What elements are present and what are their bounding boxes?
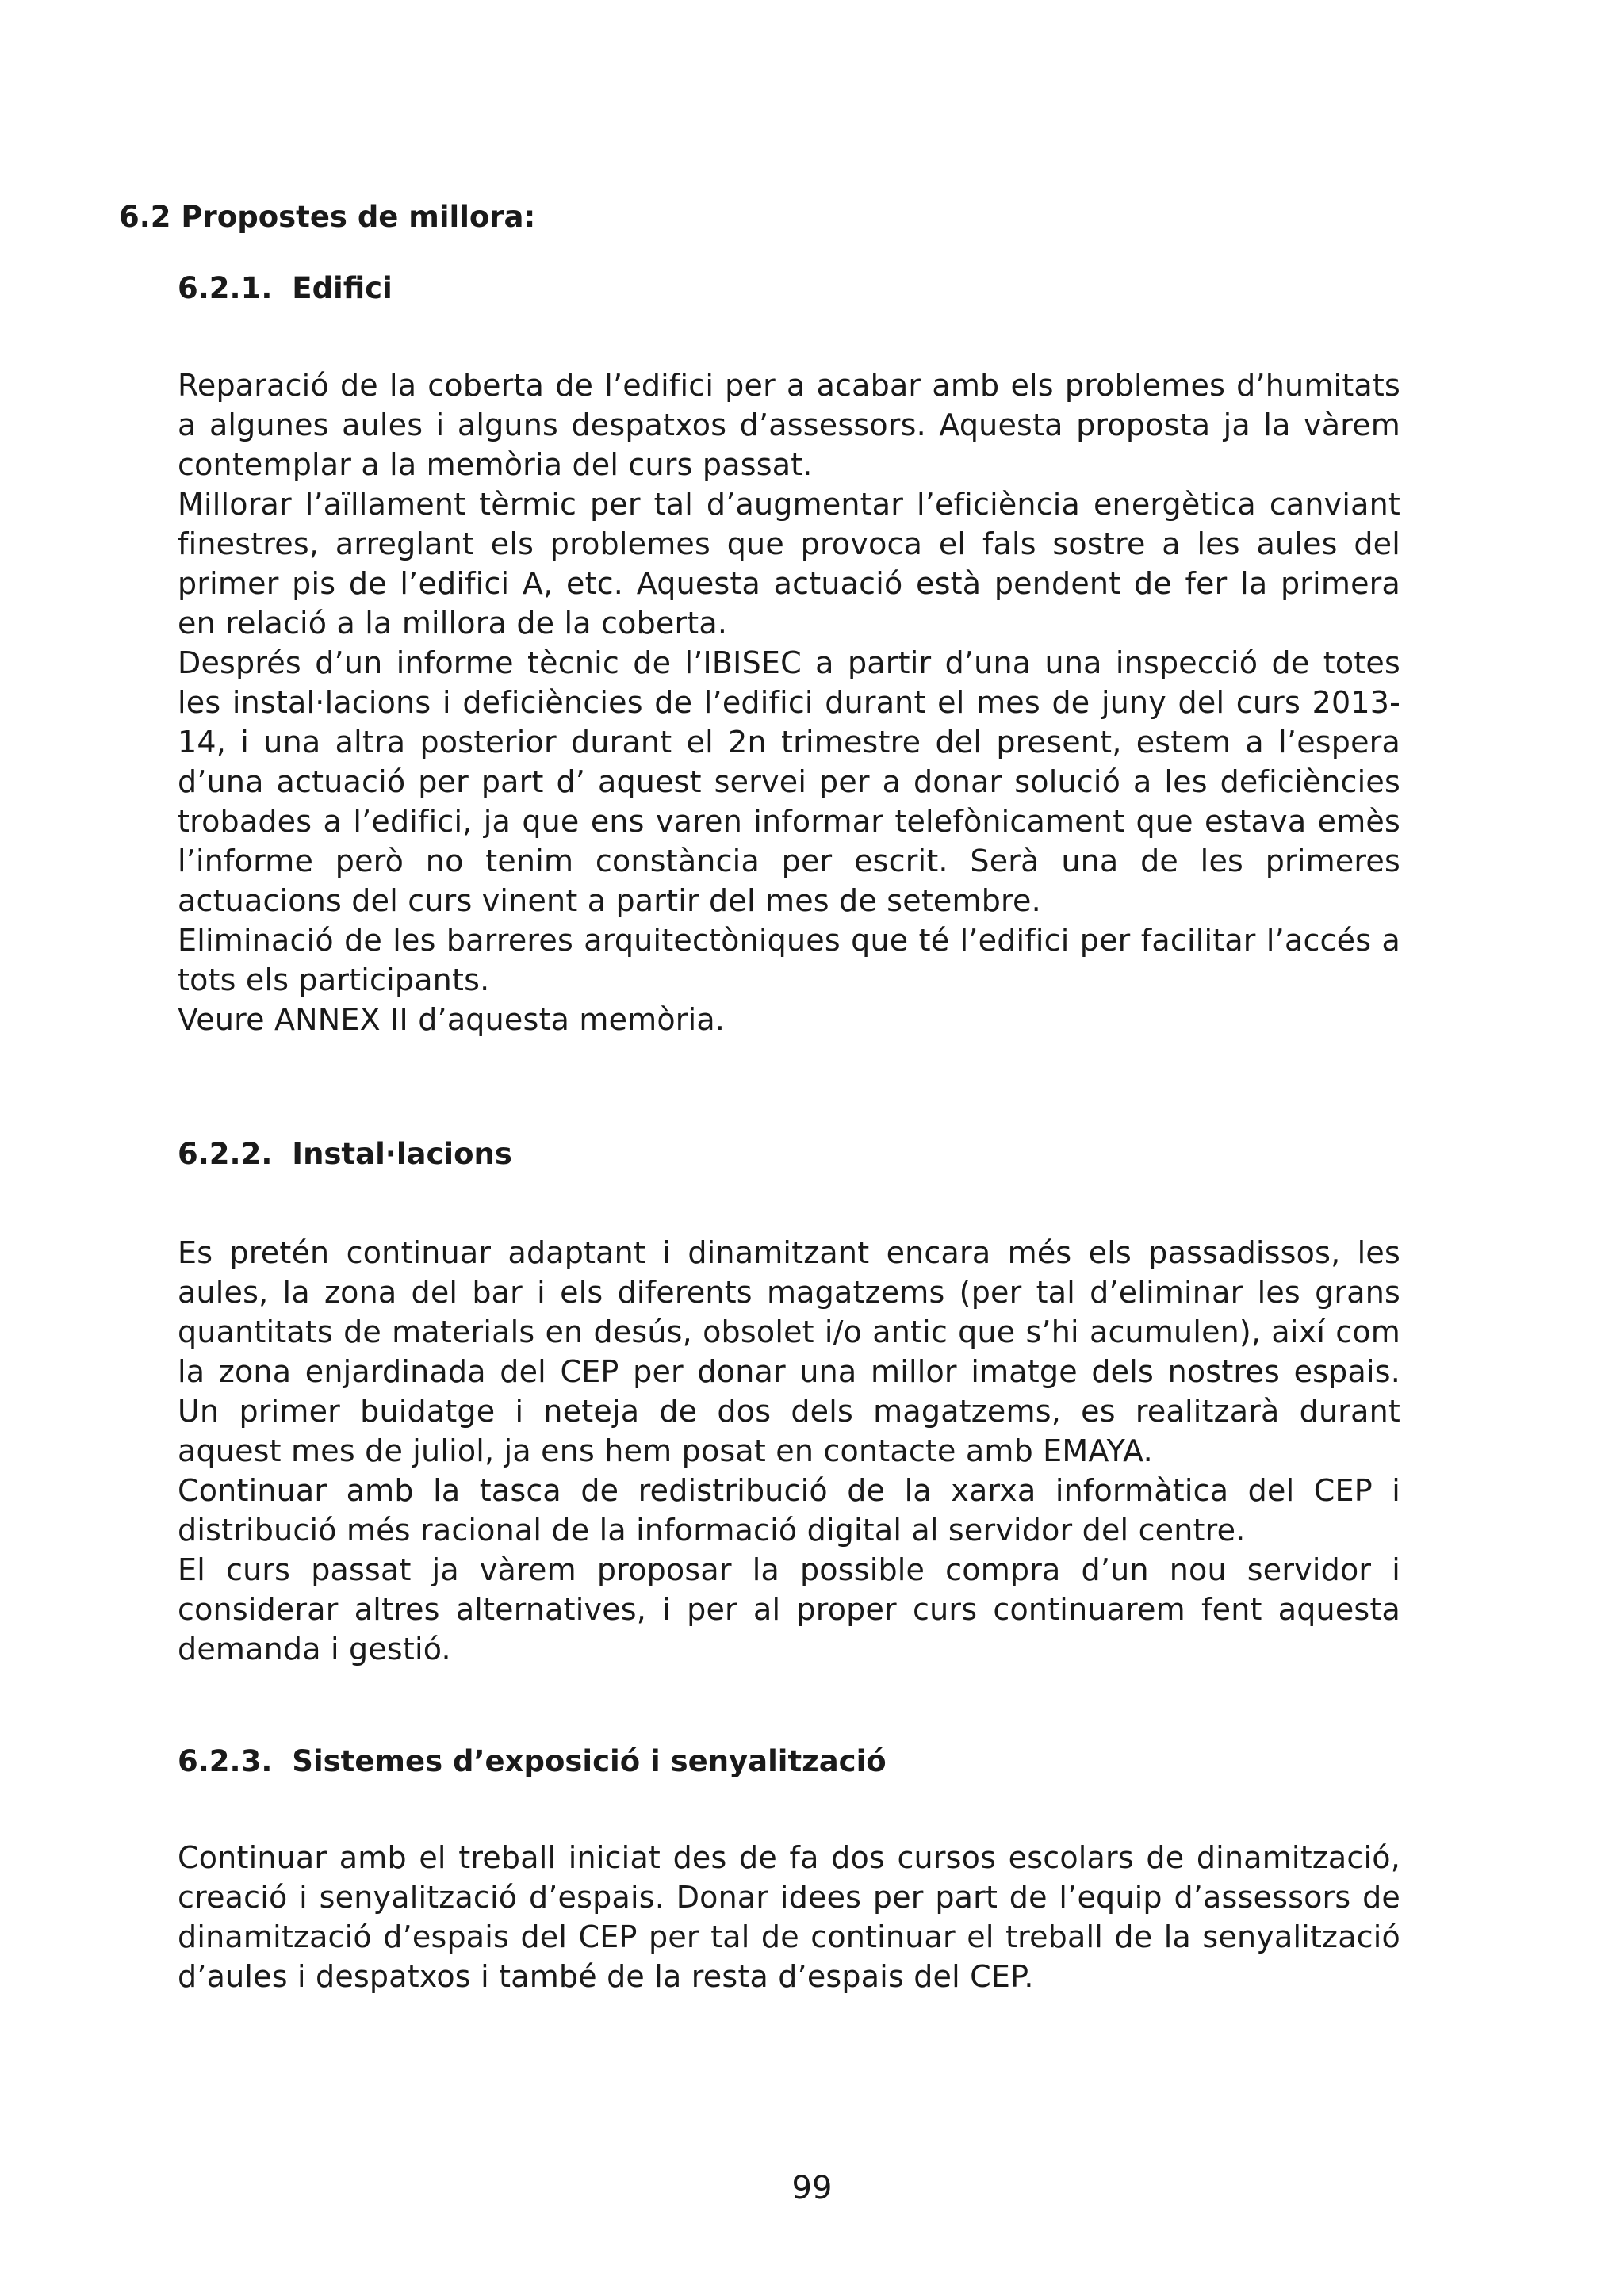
subsection-number: 6.2.1. (178, 271, 273, 305)
paragraph: Eliminació de les barreres arquitectòniques que té l’edifici per facilitar l’accés a tots els participants. (178, 923, 1400, 997)
subsection-title: Edifici (292, 271, 393, 305)
subsection-number: 6.2.2. (178, 1137, 273, 1171)
paragraph: Continuar amb el treball iniciat des de fa dos cursos escolars de dinamització, creació i senyalització d’espais. Donar idees per part de l’equip d’assessors de dinamització d’espais del CEP per tal de continuar el treball de la senyalització d’aules i despatxos i també de la resta d’espais del CEP. (178, 1840, 1400, 1994)
paragraph: Veure ANNEX II d’aquesta memòria. (178, 1002, 726, 1037)
subsection-title: Sistemes d’exposició i senyalització (292, 1744, 887, 1778)
paragraph: Continuar amb la tasca de redistribució de la xarxa informàtica del CEP i distribució més racional de la informació digital al servidor del centre. (178, 1473, 1400, 1548)
subsection-heading-edifici (178, 268, 393, 309)
paragraph: Es pretén continuar adaptant i dinamitzant encara més els passadissos, les aules, la zona del bar i els diferents magatzems (per tal d’eliminar les grans quantitats de materials en desús, obsolet i/o antic que s’hi acumulen), així com la zona enjardinada del CEP per donar una millor imatge dels nostres espais. Un primer buidatge i neteja de dos dels magatzems, es realitzarà durant aquest mes de juliol, ja ens hem posat en contacte amb EMAYA. (178, 1235, 1400, 1468)
subsection-body-sistemes (178, 1838, 1400, 1996)
subsection-heading-installacions (178, 1134, 512, 1175)
section-heading: 6.2 Propostes de millora: (119, 200, 536, 234)
subsection-number: 6.2.3. (178, 1744, 273, 1778)
subsection-heading-sistemes (178, 1741, 887, 1782)
subsection-body-installacions (178, 1233, 1400, 1669)
page-number: 99 (791, 2170, 833, 2206)
subsection-title: Instal·lacions (292, 1137, 512, 1171)
paragraph: Millorar l’aïllament tèrmic per tal d’augmentar l’eficiència energètica canviant finestres, arreglant els problemes que provoca el fals sostre a les aules del primer pis de l’edifici A, etc. Aquesta actuació està pendent de fer la primera en relació a la millora de la coberta. (178, 487, 1400, 641)
paragraph: El curs passat ja vàrem proposar la possible compra d’un nou servidor i considerar altres alternatives, i per al proper curs continuarem fent aquesta demanda i gestió. (178, 1552, 1400, 1667)
subsection-body-edifici (178, 365, 1400, 1039)
paragraph: Després d’un informe tècnic de l’IBISEC a partir d’una una inspecció de totes les instal·lacions i deficiències de l’edifici durant el mes de juny del curs 2013-14, i una altra posterior durant el 2n trimestre del present, estem a l’espera d’una actuació per part d’ aquest servei per a donar solució a les deficiències trobades a l’edifici, ja que ens varen informar telefònicament que estava emès l’informe però no tenim constància per escrit. Serà una de les primeres actuacions del curs vinent a partir del mes de setembre. (178, 645, 1400, 918)
paragraph: Reparació de la coberta de l’edifici per a acabar amb els problemes d’humitats a algunes aules i alguns despatxos d’assessors. Aquesta proposta ja la vàrem contemplar a la memòria del curs passat. (178, 368, 1400, 482)
